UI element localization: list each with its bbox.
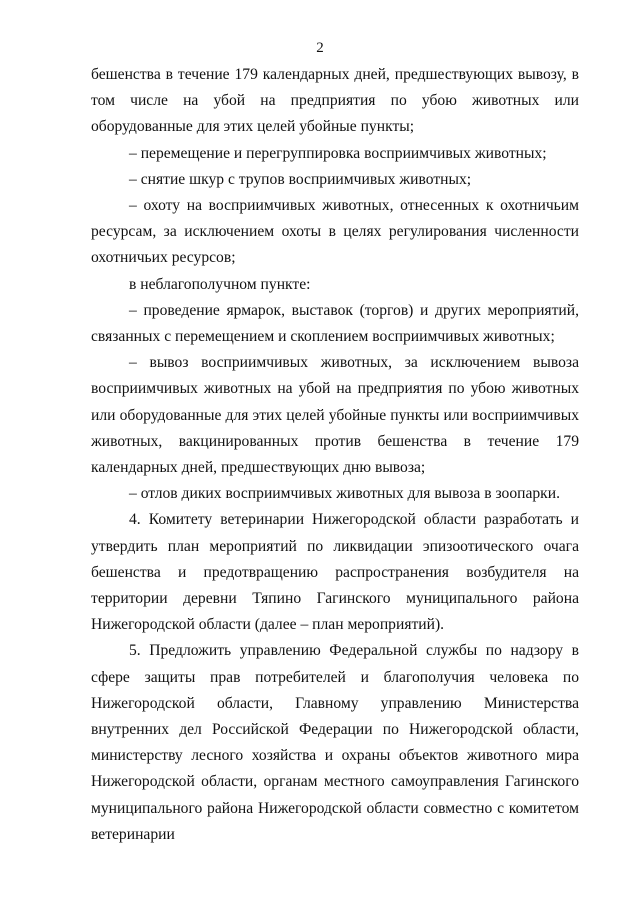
paragraph-export-ban: – вывоз восприимчивых животных, за исключением вывоза восприимчивых животных на убой на предприятия по убою животных или оборудованные для этих целей убойные пункты или восприимчивых животных, вакцинированных против бешенства в течение 179 календарных дней, предшествующих дню вывоза; [91, 354, 579, 477]
paragraph-animal-movement-ban: – перемещение и перегруппировка восприимчивых животных; [129, 144, 547, 162]
paragraph-skinning-ban: – снятие шкур с трупов восприимчивых животных; [129, 170, 472, 188]
paragraph-rabies-export-continuation: бешенства в течение 179 календарных дней, предшествующих вывозу, в том числе на убой на предприятия по убою животных или оборудованные для этих целей убойные пункты; [91, 66, 579, 136]
page-number: 2 [316, 40, 324, 56]
paragraph-item-4: 4. Комитету ветеринарии Нижегородской области разработать и утвердить план мероприятий по ликвидации эпизоотического очага бешенства и предотвращению распространения возбудителя на территории деревни Тяпино Гагинского муниципального района Нижегородской области (далее – план мероприятий). [91, 511, 579, 634]
document-body [91, 62, 579, 848]
paragraph-wild-capture-ban: – отлов диких восприимчивых животных для вывоза в зоопарки. [129, 485, 560, 503]
paragraph-fairs-ban: – проведение ярмарок, выставок (торгов) и других мероприятий, связанных с перемещением и скоплением восприимчивых животных; [91, 301, 579, 346]
paragraph-hunting-ban: – охоту на восприимчивых животных, отнесенных к охотничьим ресурсам, за исключением охоты в целях регулирования численности охотничьих ресурсов; [91, 197, 579, 267]
paragraph-unfavorable-point-heading: в неблагополучном пункте: [129, 275, 311, 293]
paragraph-item-5: 5. Предложить управлению Федеральной службы по надзору в сфере защиты прав потребителей и благополучия человека по Нижегородской области, Главному управлению Министерства внутренних дел Российской Федерации по Нижегородской области, министерству лесного хозяйства и охраны объектов животного мира Нижегородской области, органам местного самоуправления Гагинского муниципального района Нижегородской области совместно с комитетом ветеринарии [91, 642, 579, 843]
